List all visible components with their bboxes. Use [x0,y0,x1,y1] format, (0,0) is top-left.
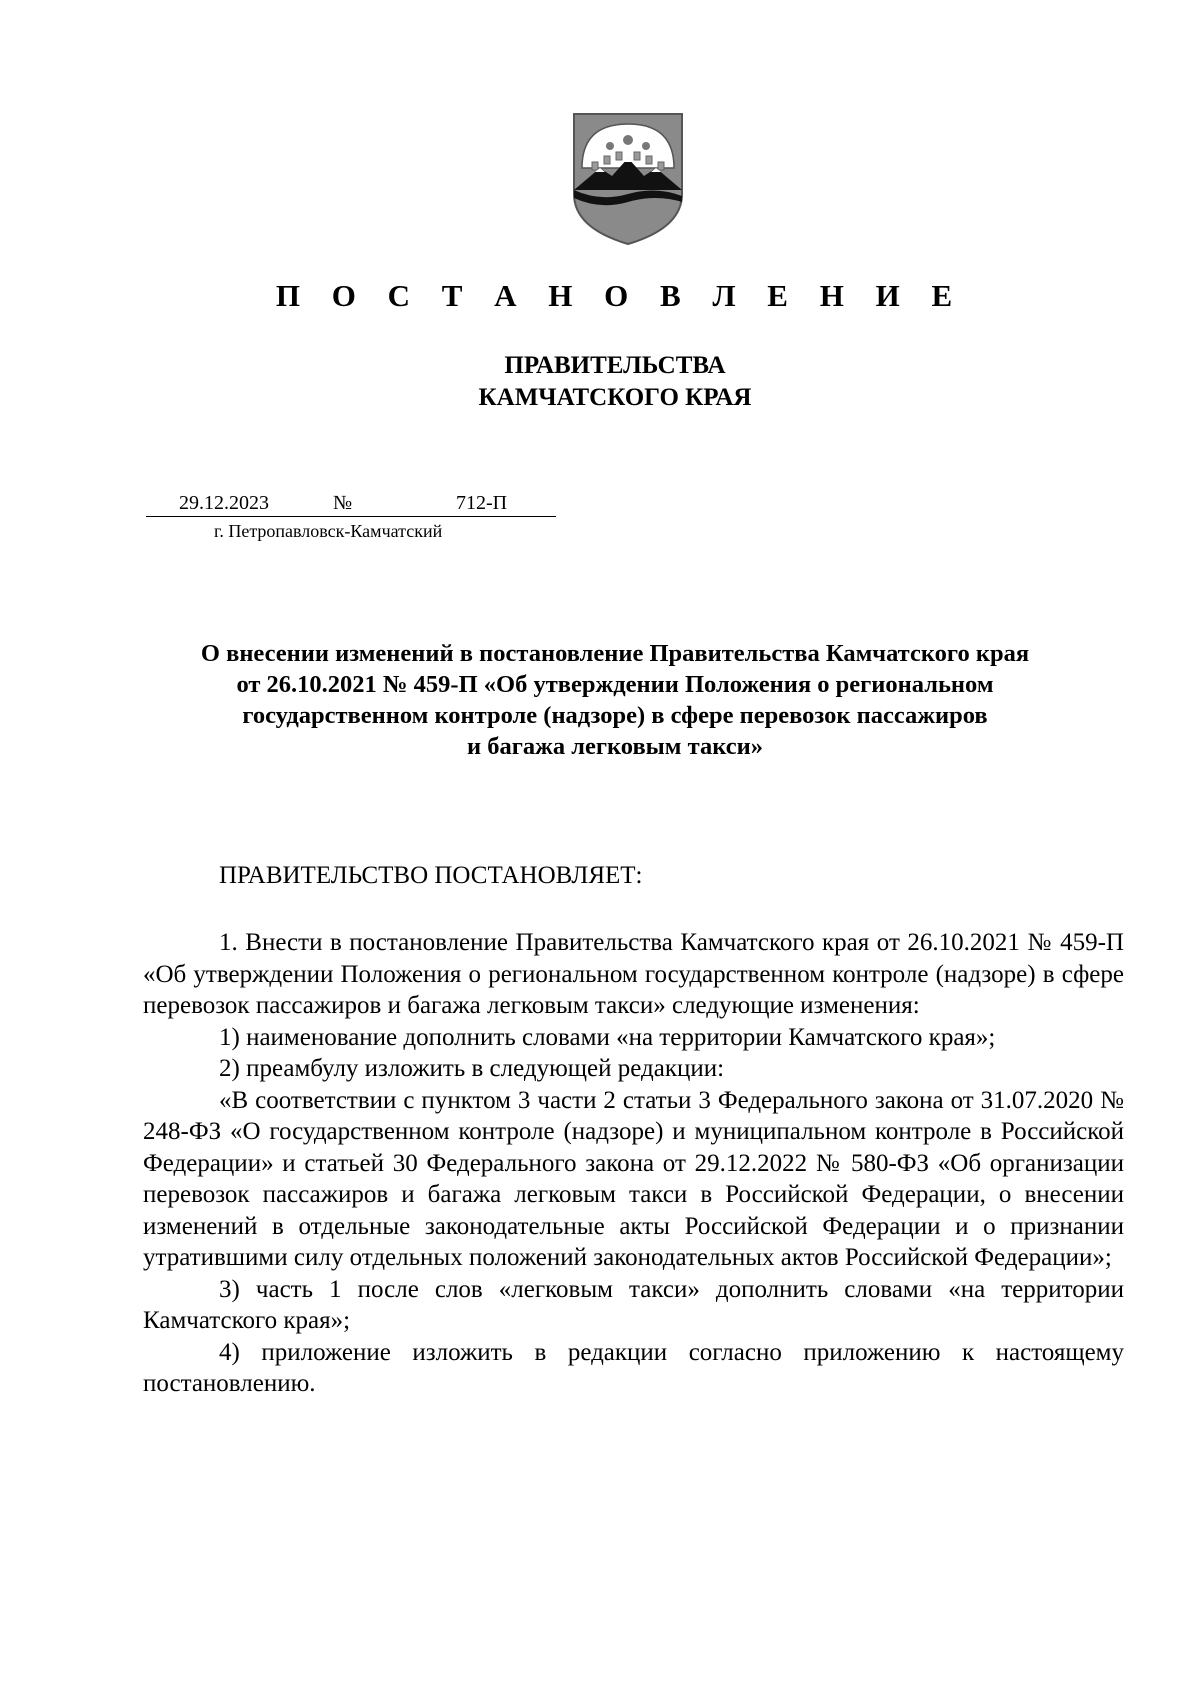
body-paragraph: 1. Внести в постановление Правительства Камчатского края от 26.10.2021 № 459-П «Об утверждении Положения о региональном государственном контроле (надзоре) в сфере перевозок пассажиров и багажа легковым такси» следующие изменения: [143,929,1124,1019]
issuer-line: КАМЧАТСКОГО КРАЯ [478,384,752,411]
registration-line [146,490,556,517]
registration-block [146,490,556,543]
document-type-heading: П О С Т А Н О В Л Е Н И Е [275,278,965,313]
body-paragraph: 4) приложение изложить в редакции согласно приложению к настоящему постановлению. [143,1338,1124,1397]
body-paragraph: «В соответствии с пунктом 3 части 2 статьи 3 Федерального закона от 31.07.2020 № 248-ФЗ «О государственном контроле (надзоре) и муниципальном контроле в Российской Федерации» и статьей 30 Федерального закона от 29.12.2022 № 580-ФЗ «Об организации перевозок пассажиров и багажа легковым такси в Российской Федерации, о внесении изменений в отдельные законодательные акты Российской Федерации и о признании утратившими силу отдельных положений законодательных актов Российской Федерации»; [143,1086,1124,1271]
issuer-line: ПРАВИТЕЛЬСТВА [504,352,726,379]
title-line: и багажа легковым такси» [467,733,763,760]
issuer-heading [0,350,1200,414]
title-line: О внесении изменений в постановление Правительства Камчатского края [200,640,1030,667]
body-paragraph: 3) часть 1 после слов «легковым такси» дополнить словами «на территории Камчатского края»; [143,1275,1124,1334]
kamchatka-coat-of-arms-icon [570,110,686,248]
title-line: государственном контроле (надзоре) в сфере перевозок пассажиров [242,702,988,729]
document-number: 712-П [456,492,508,514]
title-line: от 26.10.2021 № 459-П «Об утверждении Положения о региональном [236,671,994,698]
document-body [143,927,1124,1400]
body-paragraph: 1) наименование дополнить словами «на территории Камчатского края»; [219,1023,996,1051]
decree-statement: ПРАВИТЕЛЬСТВО ПОСТАНОВЛЯЕТ: [219,862,643,889]
number-sign: № [333,492,353,514]
document-city: г. Петропавловск-Камчатский [214,521,443,541]
document-date: 29.12.2023 [179,492,269,514]
body-paragraph: 2) преамбулу изложить в следующей редакции: [219,1055,725,1082]
document-title [120,638,1110,762]
